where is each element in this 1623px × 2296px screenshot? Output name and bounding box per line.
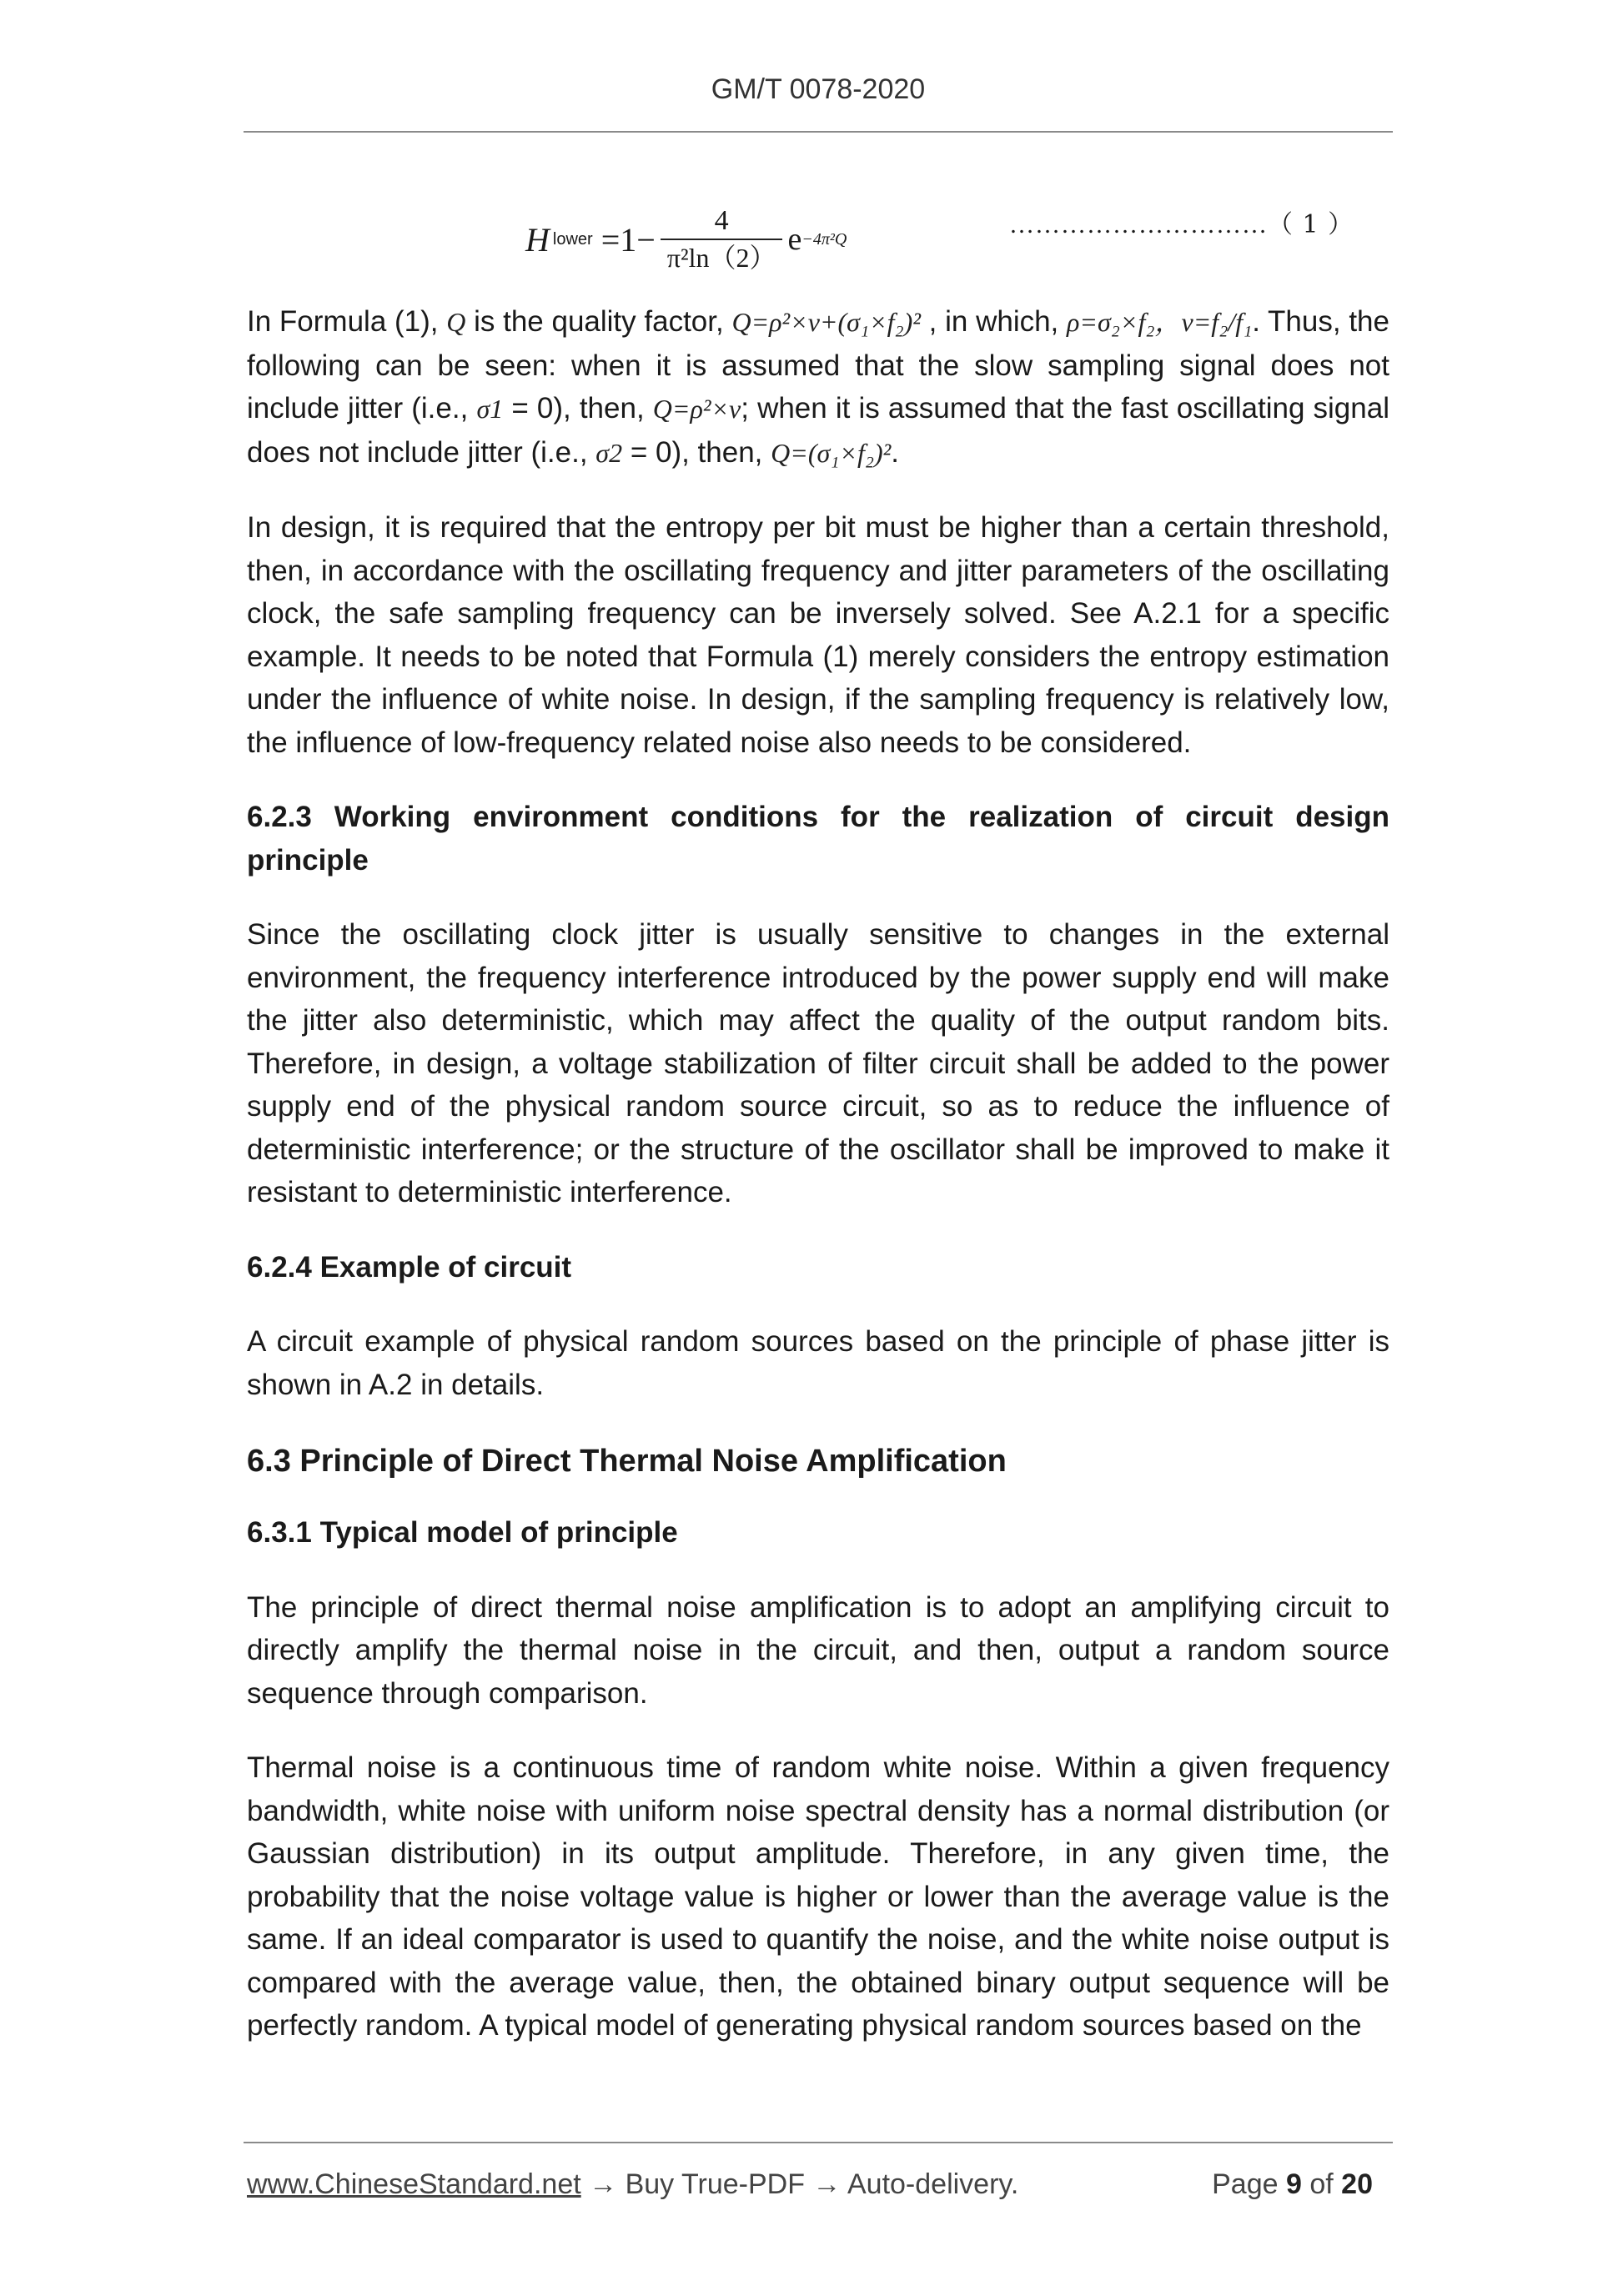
paragraph-circuit-example: A circuit example of physical random sources based on the principle of phase jitter is shown in A.2 in details. xyxy=(247,1325,1389,1401)
math-Q: Q xyxy=(446,307,466,337)
fraction-denominator: π²ln（2） xyxy=(661,239,783,275)
formula-expression xyxy=(525,203,847,275)
text-run: = 0), then, xyxy=(630,435,763,469)
fraction-numerator: 4 xyxy=(714,205,729,236)
paragraph-quality-factor xyxy=(247,300,1389,475)
text-run: In Formula (1), xyxy=(247,305,439,338)
page-label: Page xyxy=(1212,2168,1279,2200)
formula-leader xyxy=(1009,203,1354,240)
paragraph-entropy-design: In design, it is required that the entropy per bit must be higher than a certain threshold, then, in accordance with the oscillating frequency and jitter parameters of the oscillating clock, the safe sampling frequency can be inversely solved. See A.2.1 for a specific example. It needs to be noted that Formula (1) merely considers the entropy estimation under the influence of white noise. In design, if the sampling frequency is relatively low, the influence of low-frequency related noise also needs to be considered. xyxy=(247,511,1389,759)
paragraph-thermal-amplification: The principle of direct thermal noise amplification is to adopt an amplifying circuit to directly amplify the thermal noise in the circuit, and then, output a random source sequence through comparison. xyxy=(247,1590,1389,1710)
heading-6-2-3: 6.2.3 Working environment conditions for the realization of circuit design principle xyxy=(247,801,1389,877)
page-total: 20 xyxy=(1341,2168,1373,2200)
paragraph-environment: Since the oscillating clock jitter is usually sensitive to changes in the external environment, the frequency interference introduced by the power supply end will make the jitter also deterministic, which may affect the quality of the output random bits. Therefore, in design, a voltage stabilization of filter circuit shall be added to the power supply end of the physical random source circuit, so as to reduce the influence of deterministic interference; or the structure of the oscillator shall be improved to make it resistant to deterministic interference. xyxy=(247,918,1389,1208)
heading-6-2-4: 6.2.4 Example of circuit xyxy=(247,1250,572,1284)
formula-exponential: e xyxy=(787,222,802,257)
text-run: , in which, xyxy=(928,305,1059,338)
formula-subscript: lower xyxy=(552,229,593,249)
math-rho-v-definition: ρ=σ₂×f₂，v=f₂/f₁ xyxy=(1067,307,1253,337)
math-sigma1: σ1 xyxy=(476,394,504,424)
page-header: GM/T 0078-2020 xyxy=(711,73,926,105)
formula-number: （ 1 ） xyxy=(1268,210,1354,239)
footer-divider xyxy=(244,2142,1393,2143)
text-run: is the quality factor, xyxy=(474,305,724,338)
heading-6-3-1: 6.3.1 Typical model of principle xyxy=(247,1516,678,1549)
heading-6-3: 6.3 Principle of Direct Thermal Noise Amplification xyxy=(247,1444,1007,1479)
page-footer xyxy=(247,2168,1389,2201)
text-run: . xyxy=(891,435,899,469)
formula-dots: ………………………… xyxy=(1009,211,1268,239)
formula-equals: =1− xyxy=(600,220,656,259)
math-sigma2: σ2 xyxy=(595,437,623,468)
footer-link[interactable]: www.ChineseStandard.net xyxy=(247,2168,581,2200)
math-Q-definition: Q=ρ²×v+(σ₁×f₂)² xyxy=(731,307,921,337)
math-Q-case1: Q=ρ²×v xyxy=(652,394,741,424)
formula-fraction xyxy=(661,203,783,275)
paragraph-thermal-noise: Thermal noise is a continuous time of random white noise. Within a given frequency bandwidth, white noise with uniform noise spectral density has a normal distribution (or Gaussian distribution) in its output amplitude. Therefore, in any given time, the probability that the noise voltage value is higher or lower than the average value is the same. If an ideal comparator is used to quantify the noise, and the white noise output is compared with the average value, then, the obtained binary output sequence will be perfectly random. A typical model of generating physical random sources based on the xyxy=(247,1751,1389,2042)
header-divider xyxy=(244,131,1393,133)
footer-text: → Buy True-PDF → Auto-delivery. xyxy=(580,2168,1019,2200)
formula-H: H xyxy=(525,220,550,259)
formula-exponent: −4π²Q xyxy=(801,229,847,249)
page-indicator xyxy=(1212,2168,1373,2201)
text-run: ; when it is assumed that the fast oscillating signal does not include jitter (i.e., xyxy=(247,392,1389,469)
formula-1 xyxy=(525,185,1393,277)
page-content xyxy=(247,300,1389,2079)
of-label: of xyxy=(1309,2168,1334,2200)
text-run: . Thus, the following can be seen: when it is assumed that the slow sampling signal does not include jitter (i.e., xyxy=(247,305,1389,425)
page-number: 9 xyxy=(1285,2168,1302,2200)
text-run: = 0), then, xyxy=(511,392,645,425)
math-Q-case2: Q=(σ₁×f₂)² xyxy=(771,437,892,468)
